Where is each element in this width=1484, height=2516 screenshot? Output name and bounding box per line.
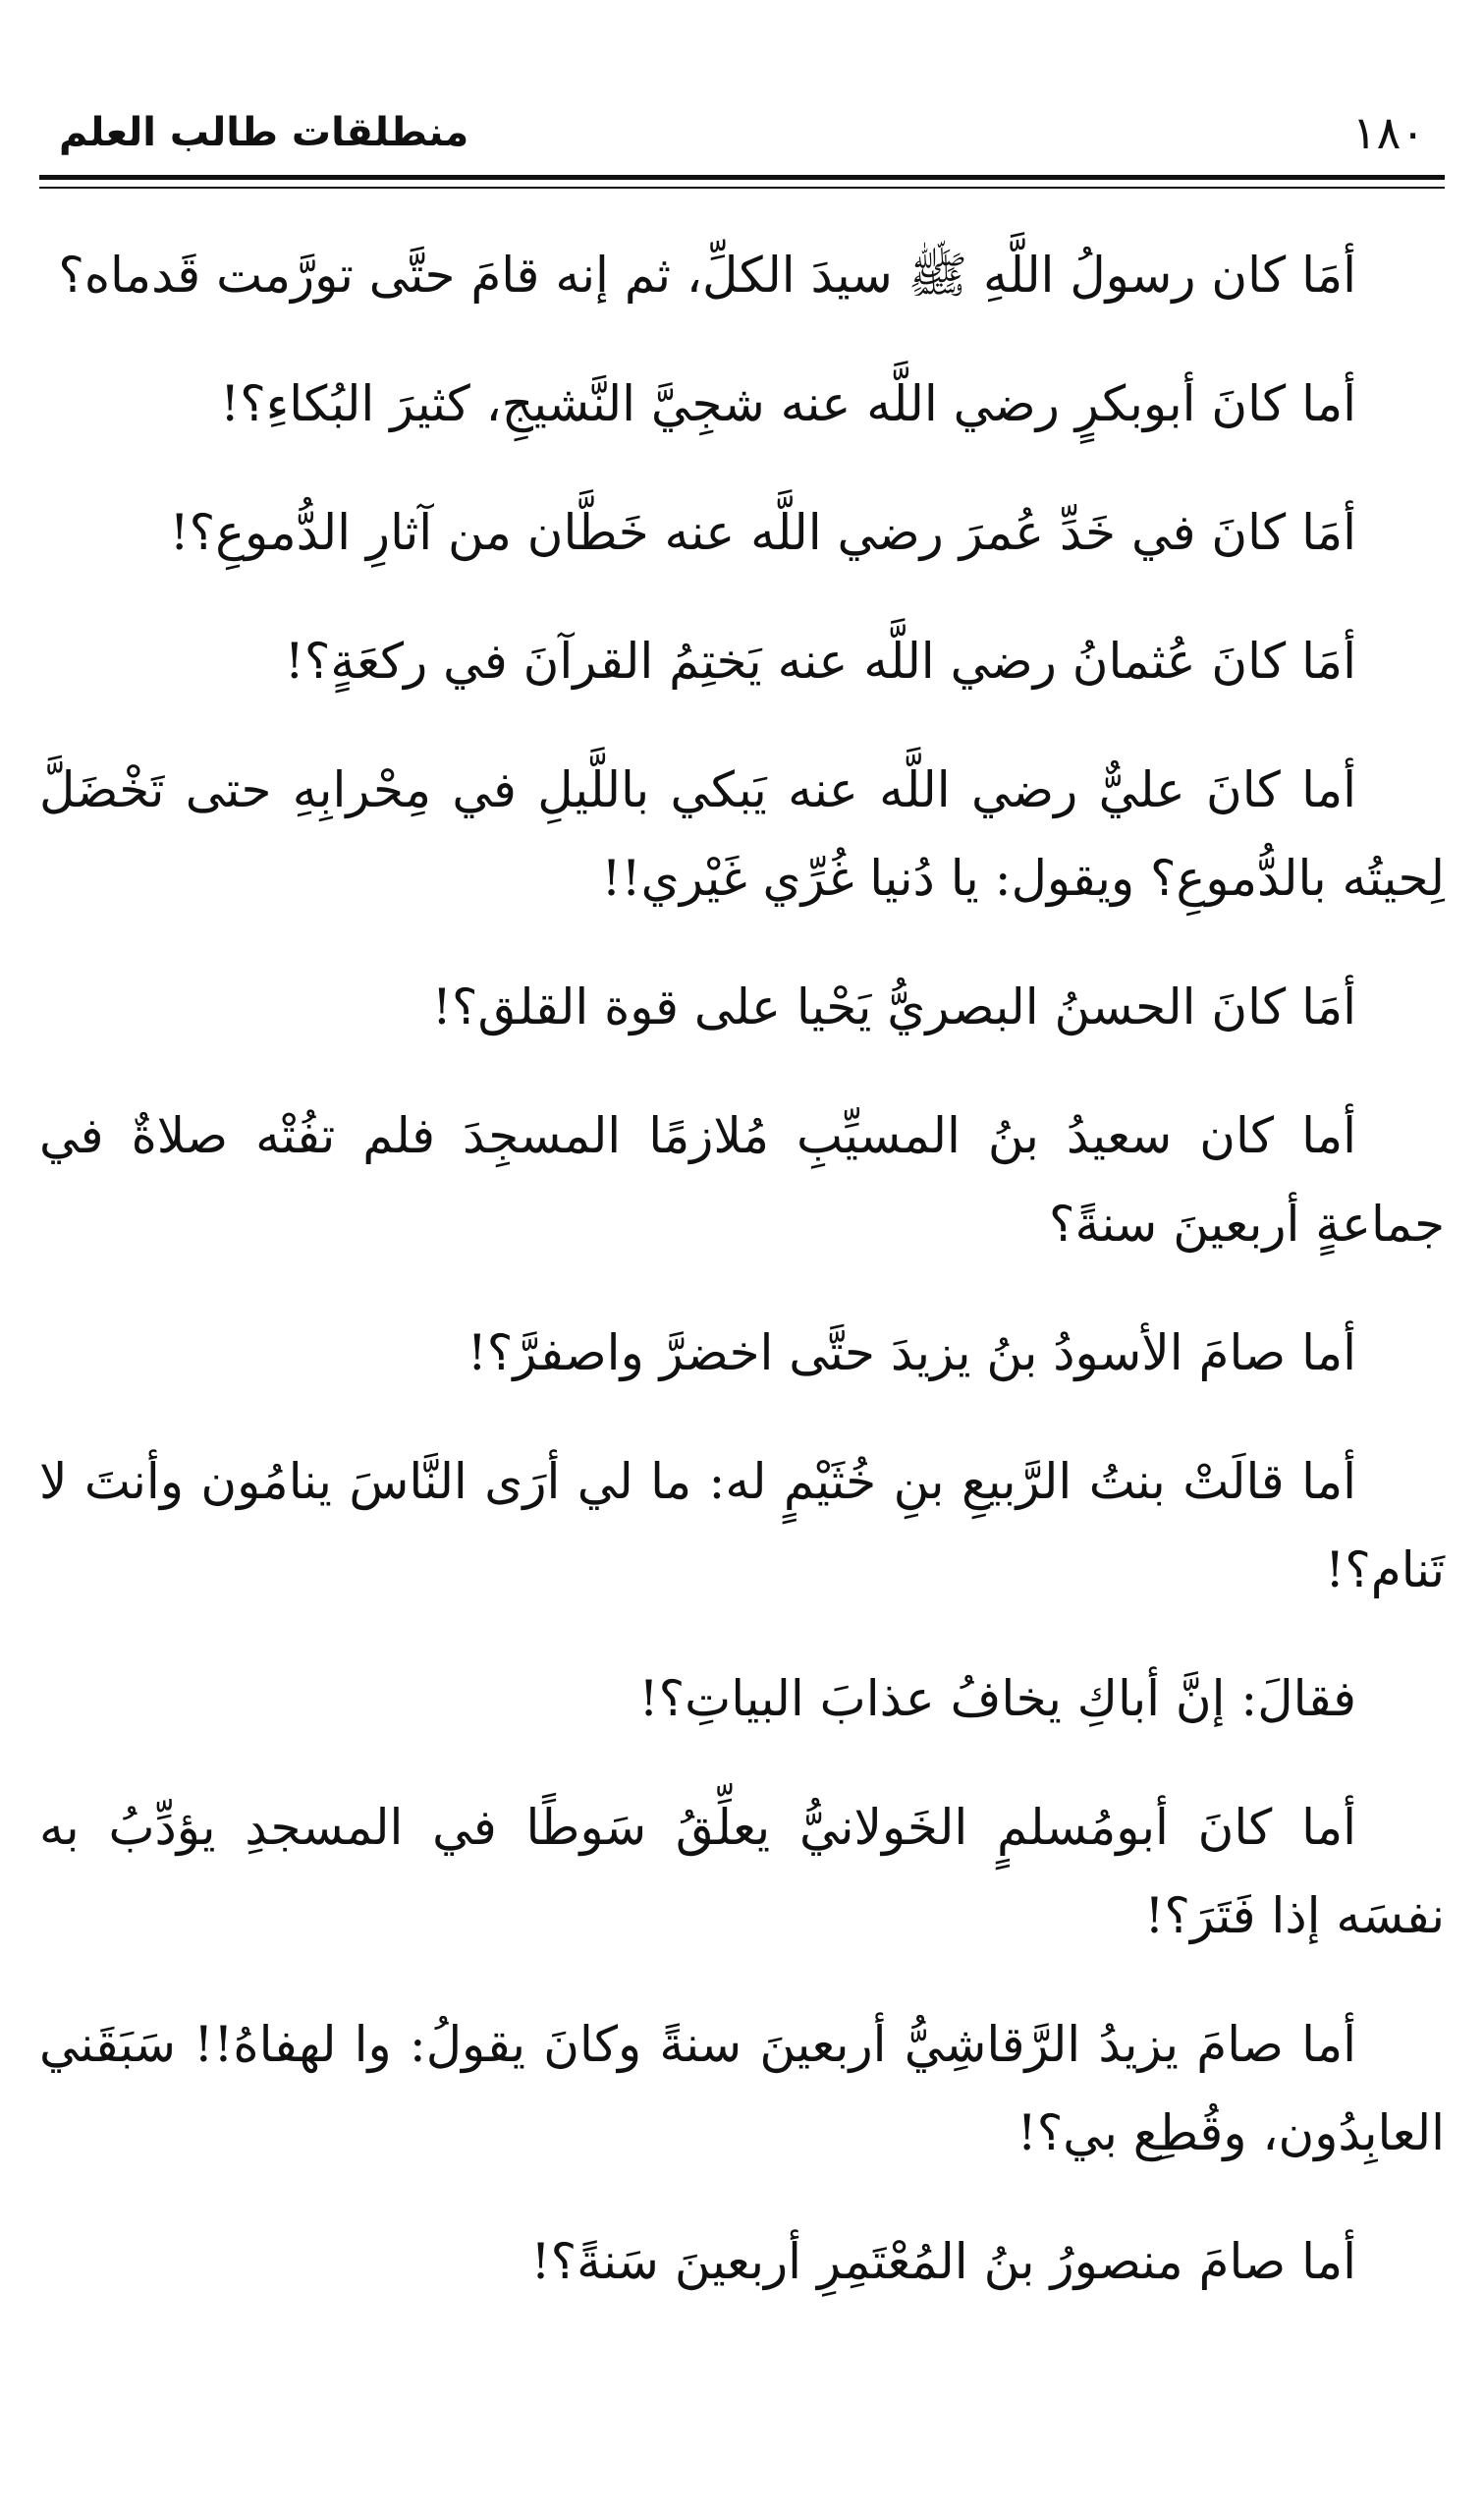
paragraph-rabi-reply: فقالَ: إنَّ أباكِ يخافُ عذابَ البياتِ؟! xyxy=(638,1670,1356,1727)
paragraph-rabi-daughter: أما قالَتْ بنتُ الرَّبيعِ بنِ خُثَيْمٍ له: ما لي أرَى النَّاسَ ينامُون وأنتَ لا تَنام؟! xyxy=(39,1453,1445,1598)
header-rule-thick xyxy=(39,175,1445,180)
paragraph-said-musayyib: أما كان سعيدُ بنُ المسيِّبِ مُلازمًا المسجِدَ فلم تفُتْه صلاةٌ في جماعةٍ أربعينَ سنةً؟ xyxy=(39,1107,1445,1253)
paragraph-aswad: أما صامَ الأسودُ بنُ يزيدَ حتَّى اخضرَّ واصفرَّ؟! xyxy=(467,1324,1356,1381)
paragraph-prophet: أمَا كان رسولُ اللَّهِ ﷺ سيدَ الكلِّ، ثم إنه قامَ حتَّى تورَّمت قَدماه؟ xyxy=(58,247,1356,304)
paragraph-ali: أما كانَ عليٌّ رضي اللَّه عنه يَبكي باللَّيلِ في مِحْرابِهِ حتى تَخْضَلَّ لِحيتُه بالدُّموعِ؟ ويقول: يا دُنيا غُرِّي غَيْري!! xyxy=(39,761,1445,907)
paragraph-abu-bakr: أما كانَ أبوبكرٍ رضي اللَّه عنه شجِيَّ النَّشيجِ، كثيرَ البُكاءِ؟! xyxy=(220,375,1356,432)
header-rule-thin xyxy=(39,187,1445,189)
paragraph-yazid-raqashi: أما صامَ يزيدُ الرَّقاشِيُّ أربعينَ سنةً وكانَ يقولُ: وا لهفاهُ!! سَبَقَني العابِدُون، وقُطِع بي؟! xyxy=(39,2016,1445,2161)
paragraph-uthman: أمَا كانَ عُثمانُ رضي اللَّه عنه يَختِمُ القرآنَ في ركعَةٍ؟! xyxy=(284,633,1356,690)
running-title: منطلقات طالب العلم xyxy=(59,110,469,155)
paragraph-abu-muslim: أما كانَ أبومُسلمٍ الخَولانيُّ يعلِّقُ سَوطًا في المسجدِ يؤدِّبُ به نفسَه إذا فَتَرَ؟! xyxy=(39,1799,1445,1944)
page-header xyxy=(39,93,1445,172)
paragraph-mansur: أما صامَ منصورُ بنُ المُعْتَمِرِ أربعينَ سَنةً؟! xyxy=(530,2233,1356,2290)
body-text xyxy=(39,231,1445,2346)
page-number: ١٨٠ xyxy=(1351,106,1425,159)
paragraph-umar: أمَا كانَ في خَدِّ عُمرَ رضي اللَّه عنه خَطَّان من آثارِ الدُّموعِ؟! xyxy=(169,504,1356,561)
paragraph-hasan-basri: أمَا كانَ الحسنُ البصريُّ يَحْيا على قوة القلق؟! xyxy=(431,978,1356,1035)
